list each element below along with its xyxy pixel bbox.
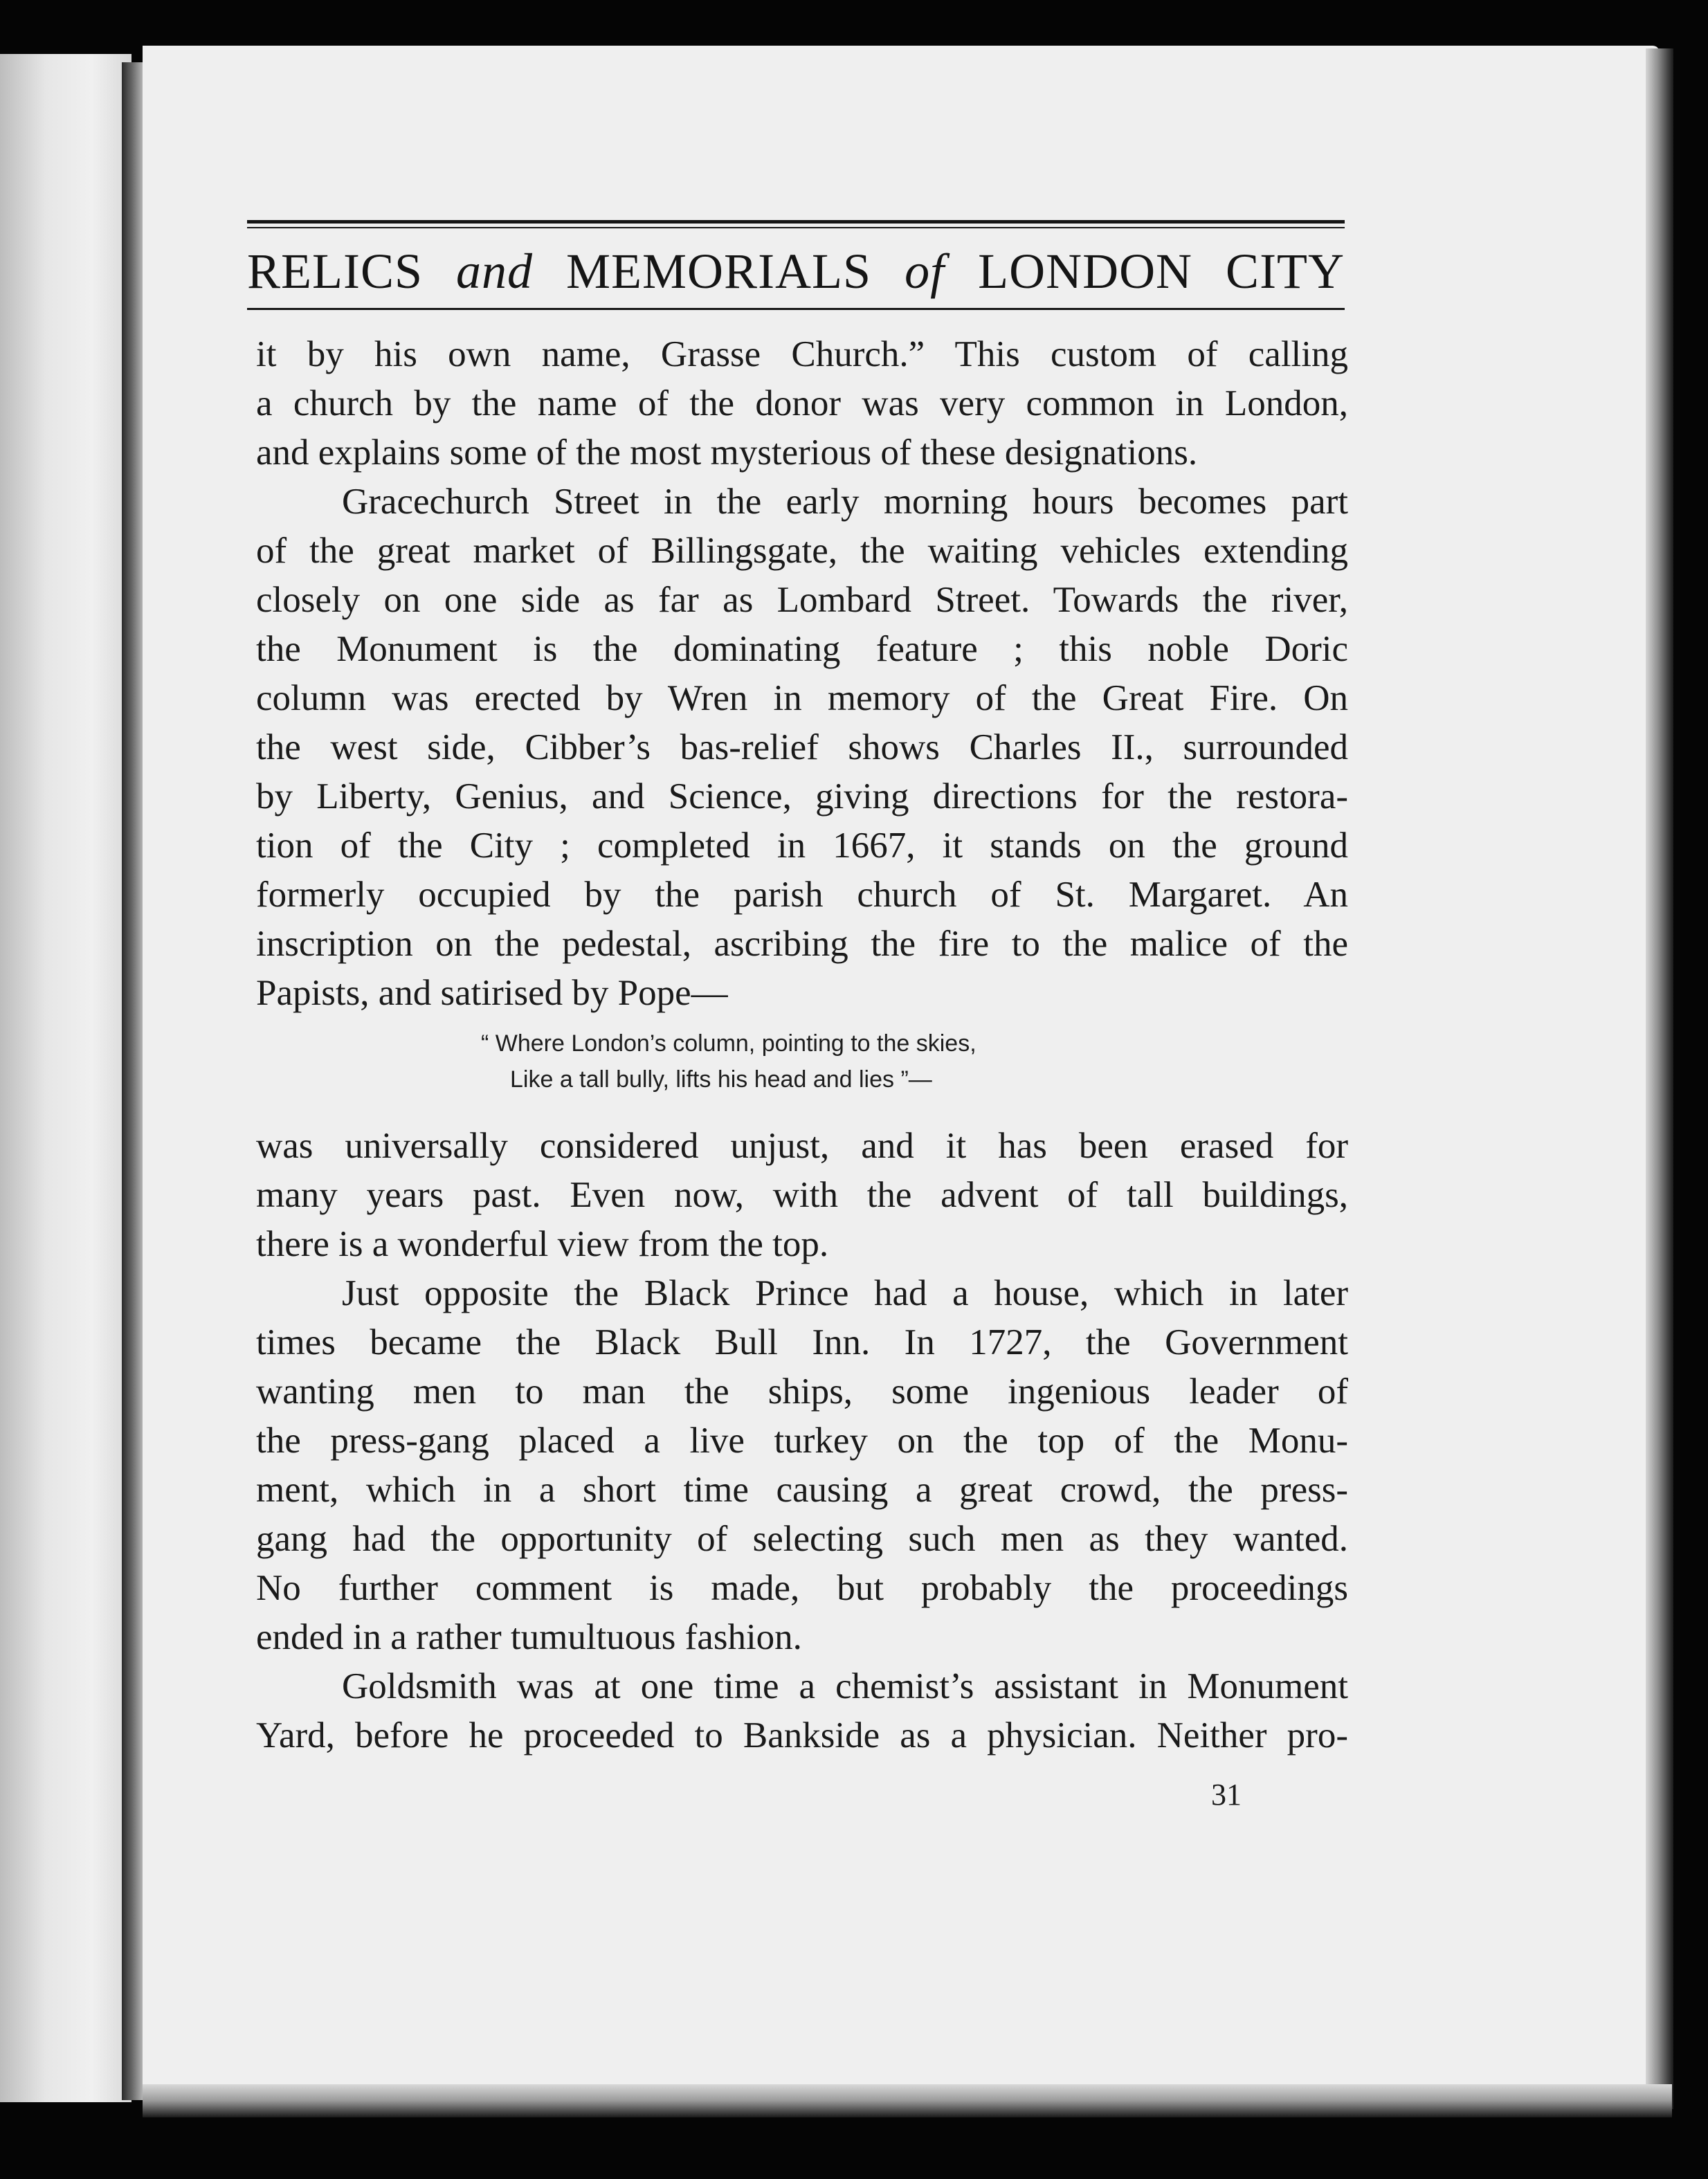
running-head-london-city: LONDON CITY (978, 244, 1345, 299)
text-line: and explains some of the most mysterious of these designations. (256, 432, 1198, 473)
text-line: Papists, and satirised by Pope— (256, 973, 728, 1013)
running-head-of: of (905, 244, 945, 299)
text-line: closely on one side as far as Lombard Street. Towards the river, (256, 580, 1348, 620)
header-rule-thick (247, 220, 1345, 224)
text-line: a church by the name of the donor was very common in London, (256, 383, 1348, 423)
page-number: 31 (1211, 1778, 1242, 1812)
text-line: Just opposite the Black Prince had a house, which in later (342, 1273, 1348, 1313)
text-line: of the great market of Billingsgate, the waiting vehicles extending (256, 531, 1348, 571)
text-line: was universally considered unjust, and it has been erased for (256, 1126, 1348, 1166)
body-text (256, 330, 1348, 1760)
running-head-and: and (456, 244, 534, 299)
text-line: ment, which in a short time causing a great crowd, the press- (256, 1470, 1348, 1510)
facing-page-edge (0, 54, 131, 2102)
text-line: wanting men to man the ships, some ingenious leader of (256, 1371, 1348, 1412)
text-line: tion of the City ; completed in 1667, it stands on the ground (256, 826, 1348, 866)
text-line: column was erected by Wren in memory of the Great Fire. On (256, 678, 1348, 718)
header-rule-bottom (247, 308, 1345, 310)
text-line: times became the Black Bull Inn. In 1727, the Government (256, 1322, 1348, 1362)
text-line: by Liberty, Genius, and Science, giving directions for the restora- (256, 776, 1348, 817)
text-line: the Monument is the dominating feature ; this noble Doric (256, 629, 1348, 669)
text-line: formerly occupied by the parish church of St. Margaret. An (256, 875, 1348, 915)
text-line: there is a wonderful view from the top. (256, 1224, 829, 1264)
text-line: gang had the opportunity of selecting such men as they wanted. (256, 1519, 1348, 1559)
text-line: the west side, Cibber’s bas-relief shows Charles II., surrounded (256, 727, 1348, 767)
verse-line: “ Where London’s column, pointing to the skies, (481, 1030, 976, 1057)
verse-line: Like a tall bully, lifts his head and lies ”— (510, 1066, 932, 1093)
page-right-edge (1646, 48, 1673, 2109)
verse-spacer (256, 1018, 1348, 1122)
header-rule-thin (247, 227, 1345, 228)
running-head-relics: RELICS (247, 244, 424, 299)
text-line: No further comment is made, but probably the proceedings (256, 1568, 1348, 1608)
text-line: it by his own name, Grasse Church.” This custom of calling (256, 334, 1348, 374)
page-bottom-edge (143, 2084, 1672, 2117)
running-head-memorials: MEMORIALS (566, 244, 872, 299)
text-line: inscription on the pedestal, ascribing the fire to the malice of the (256, 924, 1348, 964)
text-line: Goldsmith was at one time a chemist’s assistant in Monument (342, 1666, 1348, 1706)
text-line: the press-gang placed a live turkey on the top of the Monu- (256, 1421, 1348, 1461)
text-line: Yard, before he proceeded to Bankside as a physician. Neither pro- (256, 1715, 1348, 1756)
text-line: Gracechurch Street in the early morning hours becomes part (342, 482, 1348, 522)
text-line: ended in a rather tumultuous fashion. (256, 1617, 802, 1657)
text-line: many years past. Even now, with the advent of tall buildings, (256, 1175, 1348, 1215)
running-head (247, 239, 1345, 303)
